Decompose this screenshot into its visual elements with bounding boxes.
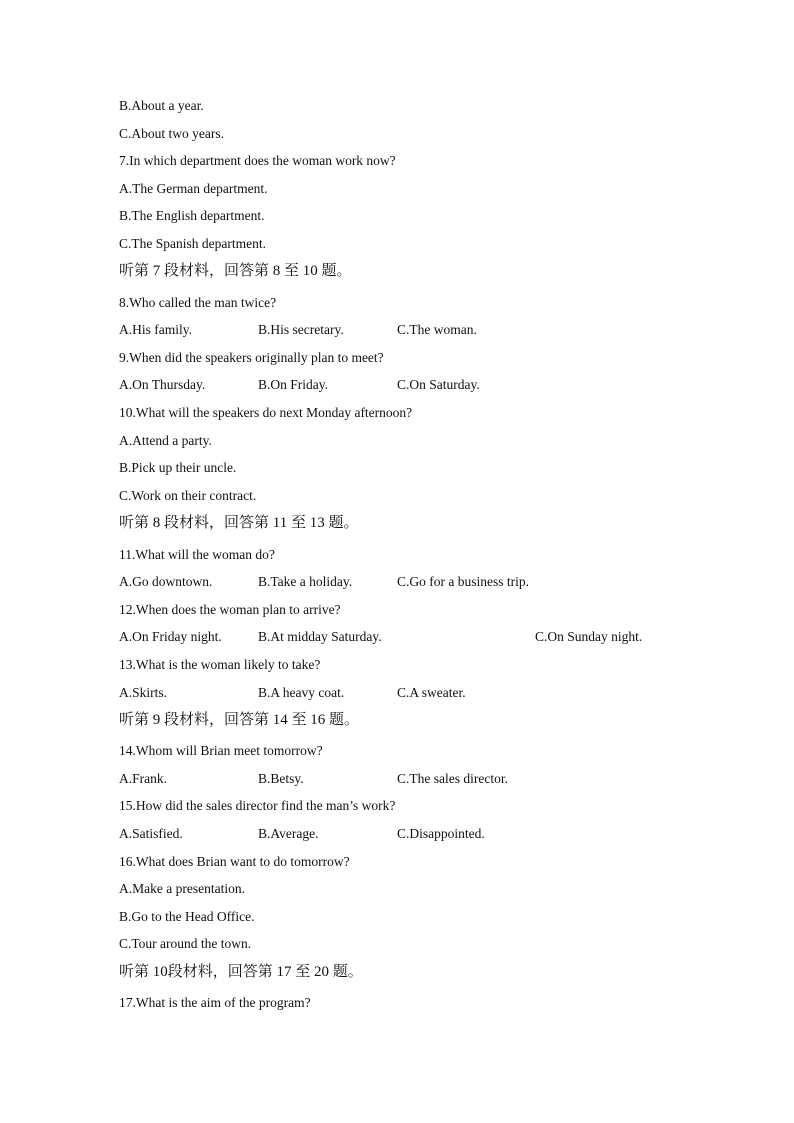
option-12a: A.On Friday night. [119,629,222,644]
option-13b: B.A heavy coat. [258,685,345,700]
question-13: 13.What is the woman likely to take? [119,657,321,672]
question-11: 11.What will the woman do? [119,547,275,562]
option-16b: B.Go to the Head Office. [119,909,255,924]
question-12: 12.When does the woman plan to arrive? [119,602,341,617]
option-10a: A.Attend a party. [119,433,212,448]
question-14: 14.Whom will Brian meet tomorrow? [119,743,323,758]
option-12c: C.On Sunday night. [535,629,643,644]
option-8a: A.His family. [119,322,192,337]
question-7: 7.In which department does the woman work now? [119,153,396,168]
option-12b: B.At midday Saturday. [258,629,382,644]
option-8b: B.His secretary. [258,322,344,337]
section-heading-9: 听第 9 段材料，回答第 14 至 16 题。 [119,712,360,728]
question-16: 16.What does Brian want to do tomorrow? [119,854,350,869]
option-15c: C.Disappointed. [397,826,485,841]
option-11b: B.Take a holiday. [258,574,353,589]
section-heading-10: 听第 10段材料，回答第 17 至 20 题。 [119,964,363,980]
option-16c: C.Tour around the town. [119,936,252,951]
option-7c: C.The Spanish department. [119,236,266,251]
option-6b: B.About a year. [119,98,204,113]
option-9a: A.On Thursday. [119,377,206,392]
option-13c: C.A sweater. [397,685,466,700]
question-8: 8.Who called the man twice? [119,295,277,310]
option-14a: A.Frank. [119,771,167,786]
section-heading-8: 听第 8 段材料，回答第 11 至 13 题。 [119,515,359,531]
question-10: 10.What will the speakers do next Monday afternoon? [119,405,413,420]
option-11a: A.Go downtown. [119,574,213,589]
section-heading-7: 听第 7 段材料，回答第 8 至 10 题。 [119,263,352,279]
option-14c: C.The sales director. [397,771,508,786]
option-9b: B.On Friday. [258,377,328,392]
option-10c: C.Work on their contract. [119,488,257,503]
question-17: 17.What is the aim of the program? [119,995,311,1010]
option-15b: B.Average. [258,826,319,841]
option-13a: A.Skirts. [119,685,168,700]
option-15a: A.Satisfied. [119,826,183,841]
option-9c: C.On Saturday. [397,377,480,392]
option-8c: C.The woman. [397,322,477,337]
option-14b: B.Betsy. [258,771,304,786]
option-6c: C.About two years. [119,126,224,141]
question-15: 15.How did the sales director find the man’s work? [119,798,396,813]
option-11c: C.Go for a business trip. [397,574,529,589]
option-7a: A.The German department. [119,181,268,196]
option-16a: A.Make a presentation. [119,881,245,896]
option-10b: B.Pick up their uncle. [119,460,237,475]
question-9: 9.When did the speakers originally plan to meet? [119,350,384,365]
option-7b: B.The English department. [119,208,265,223]
